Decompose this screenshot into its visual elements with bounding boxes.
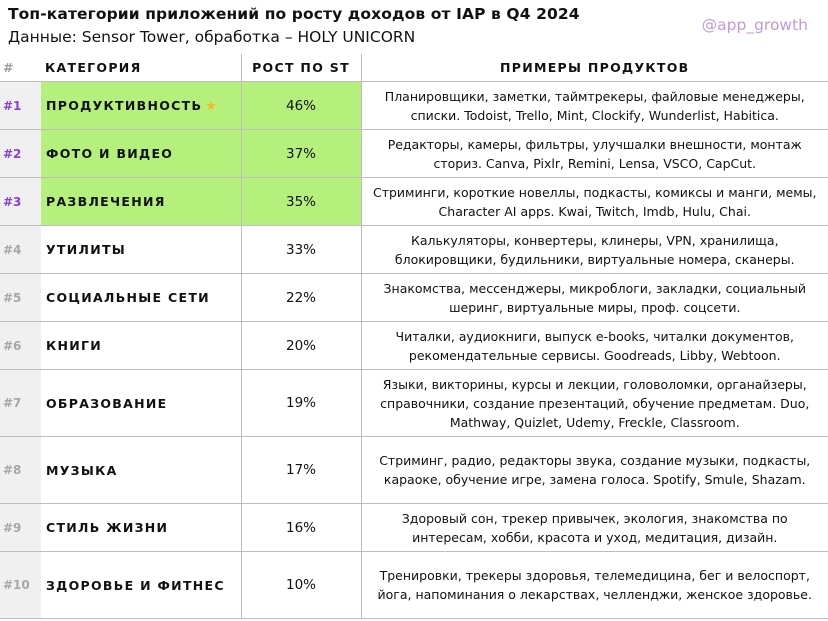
author-handle: @app_growth bbox=[701, 16, 808, 34]
page-title: Топ-категории приложений по росту доходов от IAP в Q4 2024 bbox=[8, 5, 580, 23]
table-row bbox=[0, 437, 828, 504]
rank-cell: #7 bbox=[0, 370, 41, 437]
examples-cell: Редакторы, камеры, фильтры, улучшалки внешности, монтаж сториз. Canva, Pixlr, Remini, Lensa, VSCO, CapCut. bbox=[361, 130, 828, 178]
examples-cell: Тренировки, трекеры здоровья, телемедицина, бег и велоспорт, йога, напоминания о лекарствах, челленджи, женское здоровье. bbox=[361, 552, 828, 619]
category-cell: ЗДОРОВЬЕ И ФИТНЕС bbox=[41, 552, 241, 619]
categories-table bbox=[0, 54, 828, 619]
table-row bbox=[0, 130, 828, 178]
star-icon: ★ bbox=[205, 98, 217, 114]
rank-cell: #3 bbox=[0, 178, 41, 226]
table-row bbox=[0, 178, 828, 226]
table-row bbox=[0, 82, 828, 130]
growth-cell: 22% bbox=[241, 274, 361, 322]
category-cell: УТИЛИТЫ bbox=[41, 226, 241, 274]
growth-cell: 37% bbox=[241, 130, 361, 178]
examples-column-header: ПРИМЕРЫ ПРОДУКТОВ bbox=[361, 54, 828, 82]
table-row bbox=[0, 226, 828, 274]
table-row bbox=[0, 370, 828, 437]
growth-cell: 16% bbox=[241, 504, 361, 552]
examples-cell: Стриминг, радио, редакторы звука, создание музыки, подкасты, караоке, обучение игре, замена голоса. Spotify, Smule, Shazam. bbox=[361, 437, 828, 504]
growth-cell: 46% bbox=[241, 82, 361, 130]
table-row bbox=[0, 274, 828, 322]
page-subtitle: Данные: Sensor Tower, обработка – HOLY UNICORN bbox=[8, 28, 416, 46]
rank-cell: #4 bbox=[0, 226, 41, 274]
examples-cell: Планировщики, заметки, таймтрекеры, файловые менеджеры, списки. Todoist, Trello, Mint, Clockify, Wunderlist, Habitica. bbox=[361, 82, 828, 130]
rank-cell: #2 bbox=[0, 130, 41, 178]
category-cell: МУЗЫКА bbox=[41, 437, 241, 504]
category-column-header: КАТЕГОРИЯ bbox=[41, 54, 241, 82]
table-row bbox=[0, 504, 828, 552]
examples-cell: Стриминги, короткие новеллы, подкасты, комиксы и манги, мемы, Character AI apps. Kwai, Twitch, Imdb, Hulu, Chai. bbox=[361, 178, 828, 226]
growth-cell: 20% bbox=[241, 322, 361, 370]
rank-cell: #1 bbox=[0, 82, 41, 130]
table-row bbox=[0, 322, 828, 370]
growth-cell: 33% bbox=[241, 226, 361, 274]
category-cell: СТИЛЬ ЖИЗНИ bbox=[41, 504, 241, 552]
category-cell: ФОТО И ВИДЕО bbox=[41, 130, 241, 178]
examples-cell: Здоровый сон, трекер привычек, экология, знакомства по интересам, хобби, красота и уход, медитация, дизайн. bbox=[361, 504, 828, 552]
category-cell: СОЦИАЛЬНЫЕ СЕТИ bbox=[41, 274, 241, 322]
examples-cell: Читалки, аудиокниги, выпуск e-books, читалки документов, рекомендательные сервисы. Goodreads, Libby, Webtoon. bbox=[361, 322, 828, 370]
category-cell bbox=[41, 82, 241, 130]
examples-cell: Калькуляторы, конвертеры, клинеры, VPN, хранилища, блокировщики, будильники, виртуальные номера, сканеры. bbox=[361, 226, 828, 274]
rank-cell: #9 bbox=[0, 504, 41, 552]
category-cell: РАЗВЛЕЧЕНИЯ bbox=[41, 178, 241, 226]
rank-cell: #10 bbox=[0, 552, 41, 619]
growth-column-header: РОСТ ПО ST bbox=[241, 54, 361, 82]
category-label: ПРОДУКТИВНОСТЬ bbox=[46, 97, 203, 113]
rank-column-header: # bbox=[0, 54, 41, 82]
growth-cell: 10% bbox=[241, 552, 361, 619]
examples-cell: Знакомства, мессенджеры, микроблоги, закладки, социальный шеринг, виртуальные миры, проф. соцсети. bbox=[361, 274, 828, 322]
examples-cell: Языки, викторины, курсы и лекции, головоломки, органайзеры, справочники, создание презентаций, обучение предметам. Duo, Mathway, Quizlet, Udemy, Freckle, Classroom. bbox=[361, 370, 828, 437]
rank-cell: #6 bbox=[0, 322, 41, 370]
table-row bbox=[0, 552, 828, 619]
rank-cell: #8 bbox=[0, 437, 41, 504]
rank-cell: #5 bbox=[0, 274, 41, 322]
growth-cell: 19% bbox=[241, 370, 361, 437]
category-cell: ОБРАЗОВАНИЕ bbox=[41, 370, 241, 437]
growth-cell: 35% bbox=[241, 178, 361, 226]
growth-cell: 17% bbox=[241, 437, 361, 504]
category-cell: КНИГИ bbox=[41, 322, 241, 370]
table-header-row bbox=[0, 54, 828, 82]
